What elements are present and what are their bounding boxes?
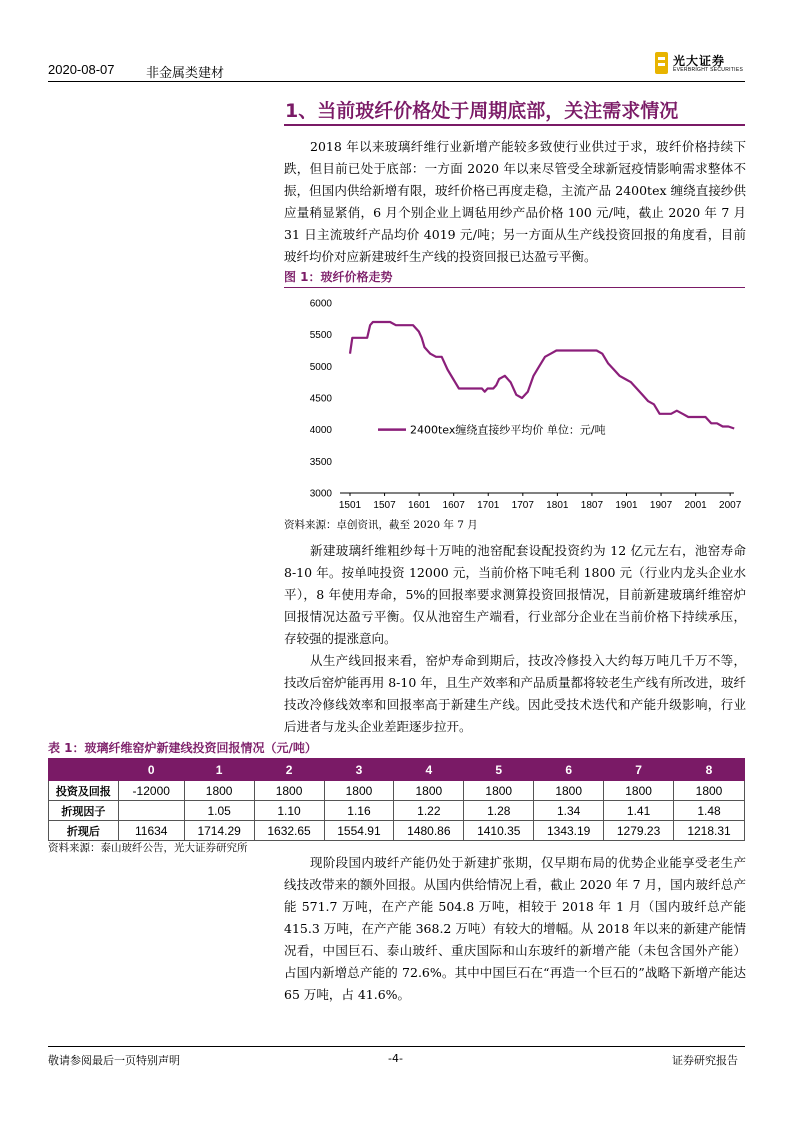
x-tick-label: 1701 — [477, 500, 500, 511]
table-cell: 1480.86 — [394, 821, 464, 841]
investment-return-table — [48, 758, 745, 841]
table-cell: 11634 — [118, 821, 184, 841]
logo-name-en: EVERBRIGHT SECURITIES — [673, 67, 744, 73]
table-cell: 1554.91 — [324, 821, 394, 841]
table-cell: 1.22 — [394, 801, 464, 821]
x-tick-label: 2001 — [684, 500, 707, 511]
figure-source: 资料来源：卓创资讯，截至 2020 年 7 月 — [284, 519, 478, 531]
section-title: 1、当前玻纤价格处于周期底部，关注需求情况 — [285, 100, 679, 122]
table-cell — [118, 801, 184, 821]
x-tick-label: 1801 — [546, 500, 569, 511]
table-header-cell: 4 — [394, 759, 464, 781]
table-source: 资料来源：泰山玻纤公告，光大证券研究所 — [48, 842, 248, 854]
y-tick-label: 6000 — [309, 298, 332, 310]
table-cell: 1800 — [184, 781, 254, 801]
table-cell: 1714.29 — [184, 821, 254, 841]
table-cell: 1410.35 — [464, 821, 534, 841]
y-axis — [310, 299, 333, 500]
logo-name-cn: 光大证券 — [673, 54, 726, 68]
y-tick-label: 3500 — [309, 456, 332, 468]
paragraph-1: 2018 年以来玻璃纤维行业新增产能较多致使行业供过于求，玻纤价格持续下跌，但目前已处于底部：一方面 2020 年以来尽管受全球新冠疫情影响需求整体不振，但国内供给新增有限，玻纤价格已再度走稳，主流产品 2400tex 缠绕直接纱供应量稍显紧俏，6 月个别企业上调毡用纱产品价格 100 元/吨，截止 2020 年 7 月 31 日主流玻纤产品均价 4019 元/吨；另一方面从生产线投资回报的角度看，目前玻纤均价对应新建玻纤生产线的投资回报已达盈亏平衡。 — [284, 139, 746, 264]
x-axis — [339, 493, 742, 511]
table-header-cell: 5 — [464, 759, 534, 781]
table-header-cell: 3 — [324, 759, 394, 781]
table-cell: 1800 — [324, 781, 394, 801]
row-label: 投资及回报 — [49, 781, 119, 801]
table-cell: 1279.23 — [604, 821, 674, 841]
table-cell: 1343.19 — [534, 821, 604, 841]
y-tick-label: 5500 — [309, 330, 332, 342]
report-date: 2020-08-07 — [48, 62, 115, 77]
y-tick-label: 4500 — [309, 393, 332, 405]
table-row — [49, 801, 745, 821]
table-cell: 1.34 — [534, 801, 604, 821]
footer-divider — [48, 1046, 745, 1047]
x-tick-label: 1507 — [373, 500, 396, 511]
header-divider — [48, 81, 745, 82]
row-label: 折现因子 — [49, 801, 119, 821]
table-header-cell: 1 — [184, 759, 254, 781]
page-number: -4- — [388, 1052, 403, 1065]
row-label: 折现后 — [49, 821, 119, 841]
section-title-underline — [284, 124, 745, 126]
x-tick-label: 1901 — [615, 500, 638, 511]
footer-report-type: 证券研究报告 — [672, 1054, 738, 1067]
paragraph-4: 现阶段国内玻纤产能仍处于新建扩张期，仅早期布局的优势企业能享受老生产线技改带来的额外回报。从国内供给情况上看，截止 2020 年 7 月，国内玻纤总产能 571.7 万吨，在产产能 504.8 万吨，相较于 2018 年 1 月（国内玻纤总产能 415.3 万吨，在产产能 368.2 万吨）有较大的增幅。从 2018 年以来的新建产能情况看，中国巨石、泰山玻纤、重庆国际和山东玻纤的新增产能（未包含国外产能）占国内新增总产能的 72.6%。其中中国巨石在“再造一个巨石的”战略下新增产能达 65 万吨，占 41.6%。 — [284, 855, 746, 1002]
table-header-cell: 7 — [604, 759, 674, 781]
table-cell: 1.05 — [184, 801, 254, 821]
legend-label: 2400tex缠绕直接纱平均价 单位：元/吨 — [410, 423, 606, 437]
price-chart — [296, 293, 746, 515]
table-header-cell: 2 — [254, 759, 324, 781]
y-tick-label: 4000 — [309, 425, 332, 437]
y-tick-label: 3000 — [309, 488, 332, 500]
figure-title: 图 1：玻纤价格走势 — [284, 270, 393, 284]
table-cell: 1.16 — [324, 801, 394, 821]
paragraph-3: 从生产线回报来看，窑炉寿命到期后，技改冷修投入大约每万吨几千万不等，技改后窑炉能再用 8-10 年，且生产效率和产品质量都将较老生产线有所改进，玻纤技改冷修线效率和回报率高于新建生产线。因此受技术迭代和产能升级影响，行业后进者与龙头企业差距逐步拉开。 — [284, 653, 746, 734]
table-cell: 1800 — [534, 781, 604, 801]
y-tick-label: 5000 — [309, 361, 332, 373]
table-cell: 1800 — [394, 781, 464, 801]
table-cell: 1.10 — [254, 801, 324, 821]
x-tick-label: 1807 — [580, 500, 604, 511]
table-header-cell: 8 — [674, 759, 745, 781]
table-cell: 1.28 — [464, 801, 534, 821]
table-cell: 1218.31 — [674, 821, 745, 841]
paragraph-2: 新建玻璃纤维粗纱每十万吨的池窑配套设配投资约为 12 亿元左右，池窑寿命 8-10 年。按单吨投资 12000 元，当前价格下吨毛利 1800 元（行业内龙头企业水平），8 年使用寿命，5%的回报率要求测算投资回报情况，目前新建玻璃纤维窑炉回报情况达盈亏平衡。仅从池窑生产端看，行业部分企业在当前价格下持续承压，存较强的提涨意向。 — [284, 543, 746, 646]
footer-disclaimer: 敬请参阅最后一页特别声明 — [48, 1054, 180, 1067]
report-category: 非金属类建材 — [146, 66, 225, 81]
table-cell: 1.48 — [674, 801, 745, 821]
table-cell: 1800 — [604, 781, 674, 801]
x-tick-label: 1707 — [511, 500, 534, 511]
x-tick-label: 1601 — [407, 500, 431, 511]
figure-title-underline — [284, 287, 745, 288]
table-header-cell — [49, 759, 119, 781]
x-tick-label: 1907 — [649, 500, 673, 511]
table-header-row — [49, 759, 745, 781]
table-cell: 1.41 — [604, 801, 674, 821]
table-cell: 1800 — [464, 781, 534, 801]
logo-icon — [655, 52, 668, 74]
x-tick-label: 2007 — [719, 500, 742, 511]
table-row — [49, 821, 745, 841]
table-cell: 1800 — [254, 781, 324, 801]
company-logo — [655, 52, 747, 78]
table-cell: 1800 — [674, 781, 745, 801]
table-title: 表 1：玻璃纤维窑炉新建线投资回报情况（元/吨） — [48, 741, 317, 755]
table-header-cell: 0 — [118, 759, 184, 781]
table-cell: 1632.65 — [254, 821, 324, 841]
table-header-cell: 6 — [534, 759, 604, 781]
x-tick-label: 1501 — [338, 500, 362, 511]
table-cell: -12000 — [118, 781, 184, 801]
series-line-glass-fiber-price — [350, 322, 734, 429]
table-row — [49, 781, 745, 801]
x-tick-label: 1607 — [442, 500, 465, 511]
